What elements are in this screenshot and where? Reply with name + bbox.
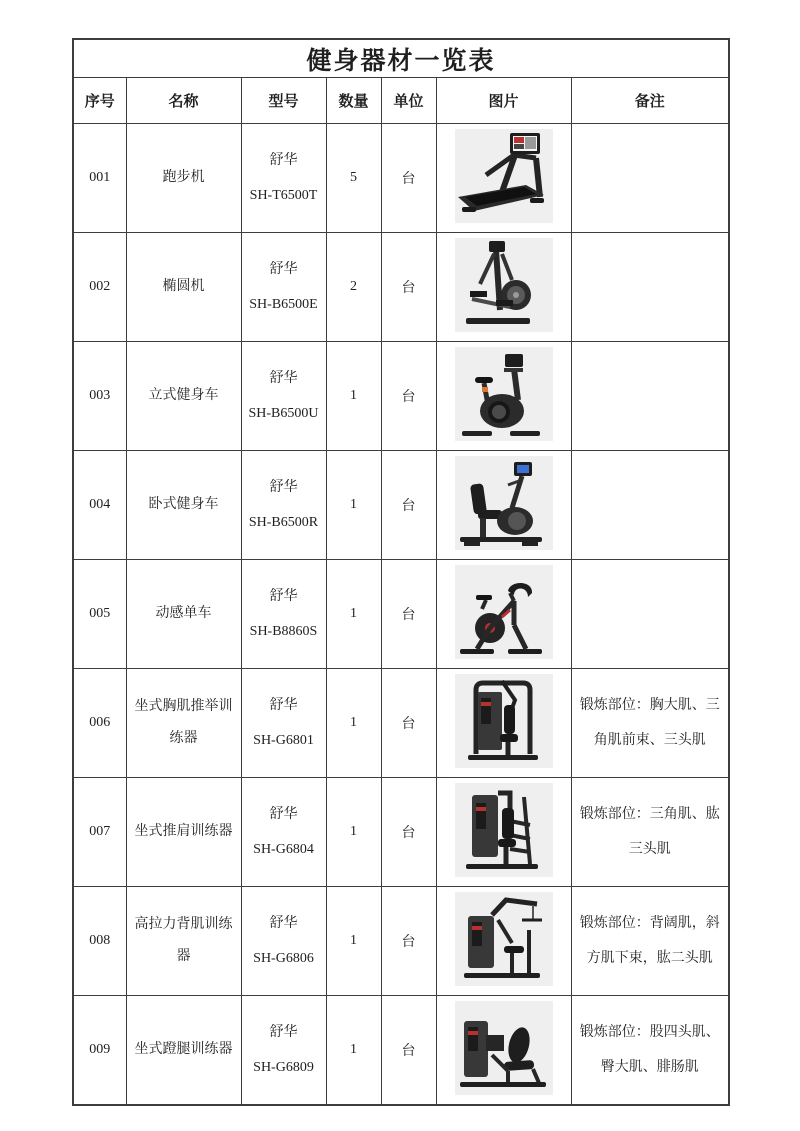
product-image-recumbent-bike [452, 454, 556, 552]
model-code-text: SH-B6500E [249, 297, 318, 312]
brand-text: 舒华 [269, 698, 298, 713]
table-body [73, 124, 729, 1106]
brand-text: 舒华 [269, 262, 298, 277]
cell-serial: 006 [73, 669, 126, 778]
cell-unit: 台 [381, 560, 436, 669]
cell-model [241, 778, 326, 887]
cell-name: 动感单车 [126, 560, 241, 669]
cell-remark [571, 451, 729, 560]
cell-quantity: 2 [326, 233, 381, 342]
table-row [73, 233, 729, 342]
cell-image [436, 451, 571, 560]
cell-remark [571, 342, 729, 451]
cell-remark [571, 124, 729, 233]
cell-model [241, 560, 326, 669]
cell-unit: 台 [381, 778, 436, 887]
cell-model [241, 451, 326, 560]
table-row [73, 669, 729, 778]
product-image [452, 999, 556, 1097]
cell-quantity: 1 [326, 342, 381, 451]
product-image-chest-press [452, 672, 556, 770]
model-code-text: SH-G6806 [253, 951, 314, 966]
cell-unit: 台 [381, 887, 436, 996]
cell-name: 坐式蹬腿训练器 [126, 996, 241, 1106]
model-code-text: SH-T6500T [249, 188, 318, 203]
cell-image [436, 887, 571, 996]
cell-model [241, 342, 326, 451]
table-row [73, 451, 729, 560]
cell-remark: 锻炼部位：三角肌、肱三头肌 [571, 778, 729, 887]
cell-remark: 锻炼部位：股四头肌、臀大肌、腓肠肌 [571, 996, 729, 1106]
table-row [73, 124, 729, 233]
table-row [73, 996, 729, 1106]
brand-text: 舒华 [269, 480, 298, 495]
table-row [73, 342, 729, 451]
cell-quantity: 5 [326, 124, 381, 233]
cell-unit: 台 [381, 451, 436, 560]
table-row [73, 778, 729, 887]
cell-serial: 003 [73, 342, 126, 451]
cell-image [436, 233, 571, 342]
cell-quantity: 1 [326, 778, 381, 887]
model-code-text: SH-G6801 [253, 733, 314, 748]
col-header-picture: 图片 [436, 78, 571, 124]
cell-image [436, 124, 571, 233]
product-image-leg-press [452, 999, 556, 1097]
cell-quantity: 1 [326, 669, 381, 778]
cell-image [436, 342, 571, 451]
product-image [452, 127, 556, 225]
brand-text: 舒华 [269, 807, 298, 822]
product-image [452, 890, 556, 988]
cell-serial: 005 [73, 560, 126, 669]
model-code-text: SH-B6500U [248, 406, 319, 421]
cell-serial: 009 [73, 996, 126, 1106]
cell-serial: 007 [73, 778, 126, 887]
brand-text: 舒华 [269, 153, 298, 168]
col-header-remark: 备注 [571, 78, 729, 124]
product-image [452, 236, 556, 334]
brand-text: 舒华 [269, 589, 298, 604]
brand-text: 舒华 [269, 916, 298, 931]
model-code-text: SH-B8860S [249, 624, 318, 639]
table-row [73, 560, 729, 669]
product-image [452, 672, 556, 770]
cell-serial: 008 [73, 887, 126, 996]
model-code-text: SH-B6500R [248, 515, 319, 530]
cell-name: 坐式推肩训练器 [126, 778, 241, 887]
product-image-upright-bike [452, 345, 556, 443]
col-header-quantity: 数量 [326, 78, 381, 124]
cell-unit: 台 [381, 669, 436, 778]
cell-image [436, 778, 571, 887]
cell-model [241, 669, 326, 778]
brand-text: 舒华 [269, 1025, 298, 1040]
cell-name: 跑步机 [126, 124, 241, 233]
title-row [73, 39, 729, 78]
cell-name: 高拉力背肌训练器 [126, 887, 241, 996]
product-image-elliptical [452, 236, 556, 334]
cell-unit: 台 [381, 342, 436, 451]
cell-name: 卧式健身车 [126, 451, 241, 560]
product-image-treadmill [452, 127, 556, 225]
col-header-name: 名称 [126, 78, 241, 124]
cell-quantity: 1 [326, 560, 381, 669]
product-image-shoulder-press [452, 781, 556, 879]
cell-remark: 锻炼部位：背阔肌，斜方肌下束，肱二头肌 [571, 887, 729, 996]
cell-name: 椭圆机 [126, 233, 241, 342]
cell-remark [571, 560, 729, 669]
cell-image [436, 669, 571, 778]
cell-image [436, 996, 571, 1106]
cell-name: 坐式胸肌推举训练器 [126, 669, 241, 778]
cell-image [436, 560, 571, 669]
col-header-model: 型号 [241, 78, 326, 124]
cell-quantity: 1 [326, 996, 381, 1106]
cell-remark [571, 233, 729, 342]
product-image [452, 563, 556, 661]
cell-quantity: 1 [326, 451, 381, 560]
model-code-text: SH-G6804 [253, 842, 314, 857]
cell-serial: 004 [73, 451, 126, 560]
cell-serial: 001 [73, 124, 126, 233]
product-image-spin-bike [452, 563, 556, 661]
header-row [73, 78, 729, 124]
cell-model [241, 233, 326, 342]
equipment-table [72, 38, 730, 1106]
cell-remark: 锻炼部位：胸大肌、三角肌前束、三头肌 [571, 669, 729, 778]
cell-unit: 台 [381, 124, 436, 233]
table-row [73, 887, 729, 996]
brand-text: 舒华 [269, 371, 298, 386]
cell-unit: 台 [381, 996, 436, 1106]
cell-model [241, 887, 326, 996]
product-image [452, 454, 556, 552]
cell-unit: 台 [381, 233, 436, 342]
page-title: 健身器材一览表 [73, 39, 729, 78]
cell-quantity: 1 [326, 887, 381, 996]
product-image [452, 781, 556, 879]
cell-name: 立式健身车 [126, 342, 241, 451]
model-code-text: SH-G6809 [253, 1060, 314, 1075]
product-image-lat-pulldown [452, 890, 556, 988]
col-header-serial: 序号 [73, 78, 126, 124]
cell-model [241, 124, 326, 233]
cell-model [241, 996, 326, 1106]
cell-serial: 002 [73, 233, 126, 342]
col-header-unit: 单位 [381, 78, 436, 124]
product-image [452, 345, 556, 443]
